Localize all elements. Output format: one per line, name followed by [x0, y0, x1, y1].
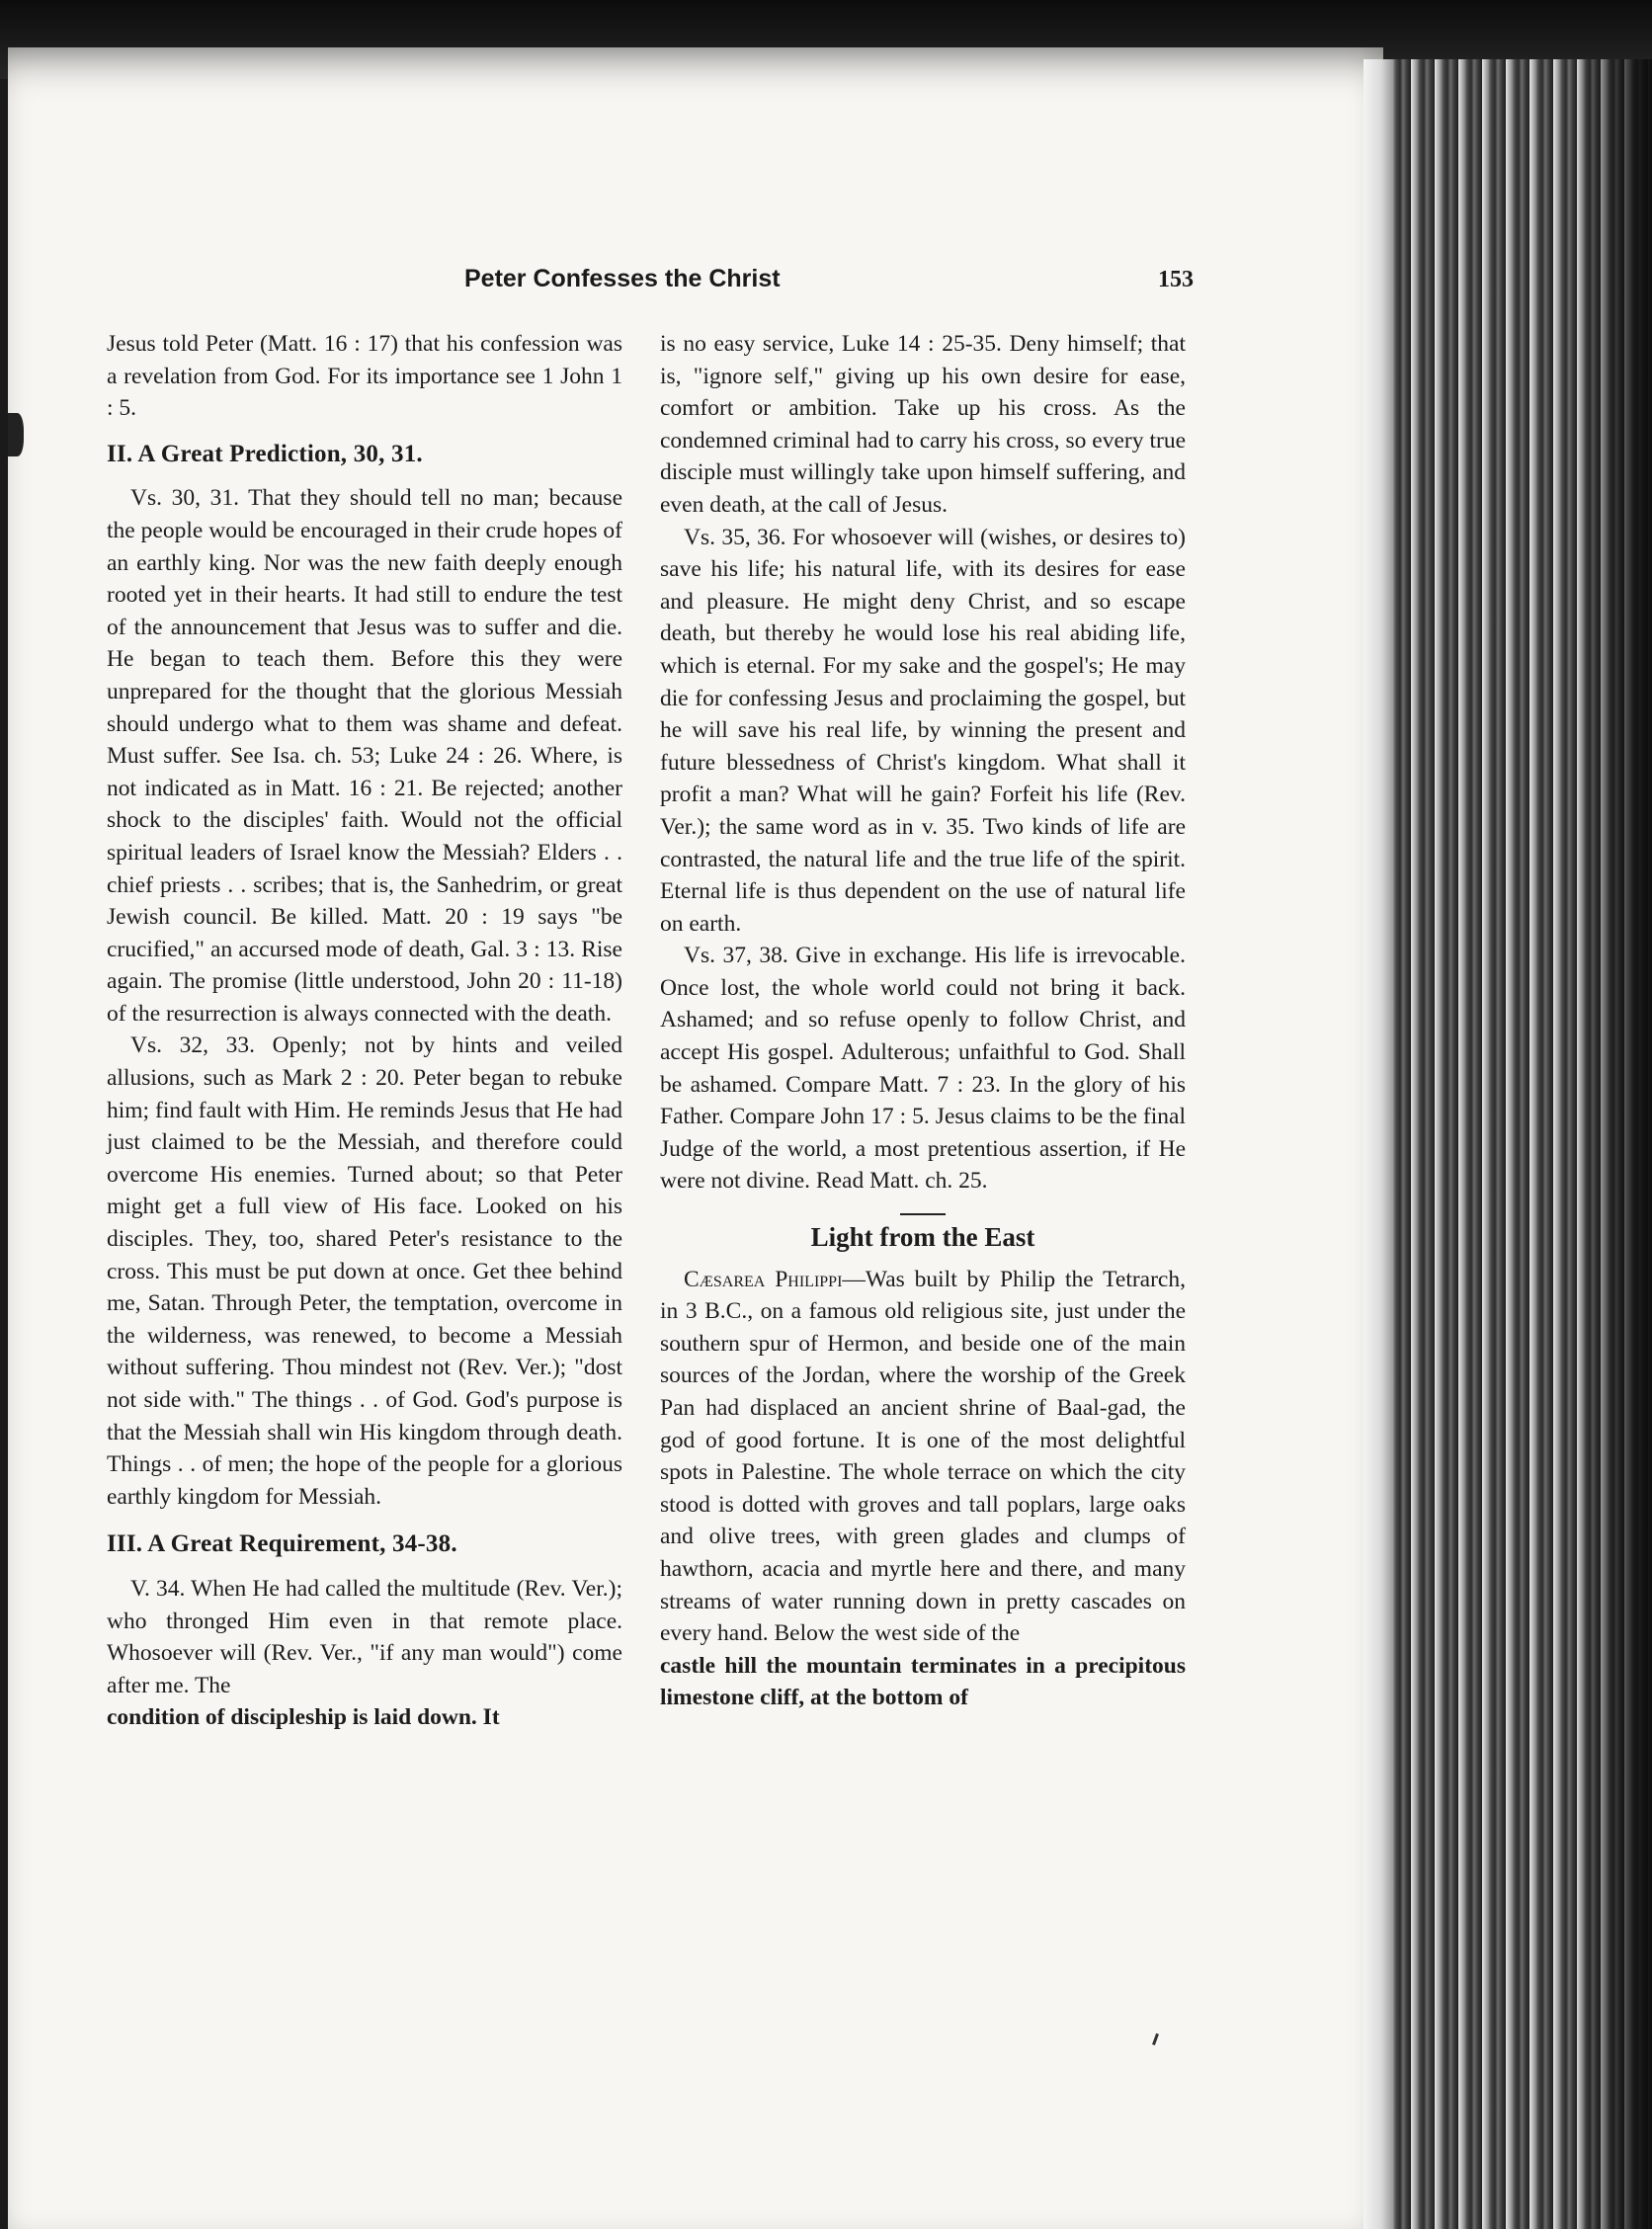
book-page-edges [1363, 59, 1652, 2229]
left-column [107, 328, 622, 1734]
page-number: 153 [1158, 267, 1194, 292]
caesarea-philippi-text: —Was built by Philip the Tetrarch, in 3 B.C., on a famous old religious site, just under the southern spur of Hermon, and beside one of the main sources of the Jordan, where the worship of the Greek Pan had displaced an ancient shrine of Baal-gad, the god of good fortune. It is one of the most delightful spots in Palestine. The whole terrace on which the city stood is dotted with groves and tall poplars, large oaks and olive trees, with green glades and clumps of hawthorn, acacia and myrtle here and there, and many streams of water running down in pretty cascades on every hand. Below the west side of the [660, 1266, 1186, 1647]
heading-great-requirement: III. A Great Requirement, 34-38. [107, 1530, 457, 1558]
page-edge-mark [8, 413, 24, 456]
paragraph-v-34-last-line: condition of discipleship is laid down. It [107, 1704, 500, 1731]
paragraph-easy-service: is no easy service, Luke 14 : 25-35. Deny himself; that is, "ignore self," giving up his own desire for ease, comfort or ambition. Take up his cross. As the condemned criminal had to carry his cross, so every true disciple must willingly take upon himself suffering, and even death, at the call of Jesus. [660, 331, 1186, 518]
paragraph-vs-30-31: Vs. 30, 31. That they should tell no man; because the people would be encouraged in their crude hopes of an earthly king. Nor was the new faith deeply enough rooted yet in their hearts. It had still to endure the test of the announcement that Jesus was to suffer and die. He began to teach them. Before this they were unprepared for the thought that the glorious Messiah should undergo what to them was shame and defeat. Must suffer. See Isa. ch. 53; Luke 24 : 26. Where, is not indicated as in Matt. 16 : 21. Be rejected; another shock to the disciples' faith. Would not the official spiritual leaders of Israel know the Messiah? Elders . . chief priests . . scribes; that is, the Sanhedrim, or great Jewish council. Be killed. Matt. 20 : 19 says "be crucified," an accursed mode of death, Gal. 3 : 13. Rise again. The promise (little understood, John 20 : 11-18) of the resurrection is always connected with the death. [107, 485, 622, 1027]
paragraph-caesarea-philippi [660, 1264, 1186, 1650]
paragraph-vs-35-36: Vs. 35, 36. For whosoever will (wishes, or desires to) save his life; his natural life, with its desires for ease and pleasure. He might deny Christ, and so escape death, but thereby he would lose his real abiding life, which is eternal. For my sake and the gospel's; He may die for confessing Jesus and proclaiming the gospel, but he will save his real life, by winning the present and future blessedness of Christ's kingdom. What shall it profit a man? What will he gain? Forfeit his life (Rev. Ver.); the same word as in v. 35. Two kinds of life are contrasted, the natural life and the true life of the spirit. Eternal life is thus dependent on the use of natural life on earth. [660, 524, 1186, 937]
section-divider [900, 1213, 946, 1215]
paragraph-vs-32-33: Vs. 32, 33. Openly; not by hints and veiled allusions, such as Mark 2 : 20. Peter began to rebuke him; find fault with Him. He reminds Jesus that He had just claimed to be the Messiah, and therefore could overcome His enemies. Turned about; so that Peter might get a full view of His face. Looked on his disciples. They, too, shared Peter's resistance to the cross. This must be put down at once. Get thee behind me, Satan. Through Peter, the temptation, overcome in the wilderness, was renewed, to become a Messiah without suffering. Thou mindest not (Rev. Ver.); "dost not side with." The things . . of God. God's purpose is that the Messiah shall win His kingdom through death. Things . . of men; the hope of the people for a glorious earthly kingdom for Messiah. [107, 1032, 622, 1510]
heading-great-prediction: II. A Great Prediction, 30, 31. [107, 440, 423, 467]
paragraph-confession: Jesus told Peter (Matt. 16 : 17) that his confession was a revelation from God. For its importance see 1 John 1 : 5. [107, 331, 622, 422]
running-head: Peter Confesses the Christ [464, 265, 781, 292]
right-column [660, 328, 1186, 1714]
paragraph-vs-37-38: Vs. 37, 38. Give in exchange. His life is irrevocable. Once lost, the whole world could not bring it back. Ashamed; and so refuse openly to follow Christ, and accept His gospel. Adulterous; unfaithful to God. Shall be ashamed. Compare Matt. 7 : 23. In the glory of his Father. Compare John 17 : 5. Jesus claims to be the final Judge of the world, a most pretentious assertion, if He were not divine. Read Matt. ch. 25. [660, 943, 1186, 1195]
paragraph-v-34: V. 34. When He had called the multitude (Rev. Ver.); who thronged Him even in that remote place. Whosoever will (Rev. Ver., "if any man would") come after me. The [107, 1575, 622, 1698]
caesarea-philippi-lead: Cæsarea Philippi [684, 1266, 843, 1292]
section-title-light-from-the-east: Light from the East [810, 1222, 1035, 1253]
paragraph-castle-hill: castle hill the mountain terminates in a precipitous limestone cliff, at the bottom of [660, 1652, 1186, 1711]
